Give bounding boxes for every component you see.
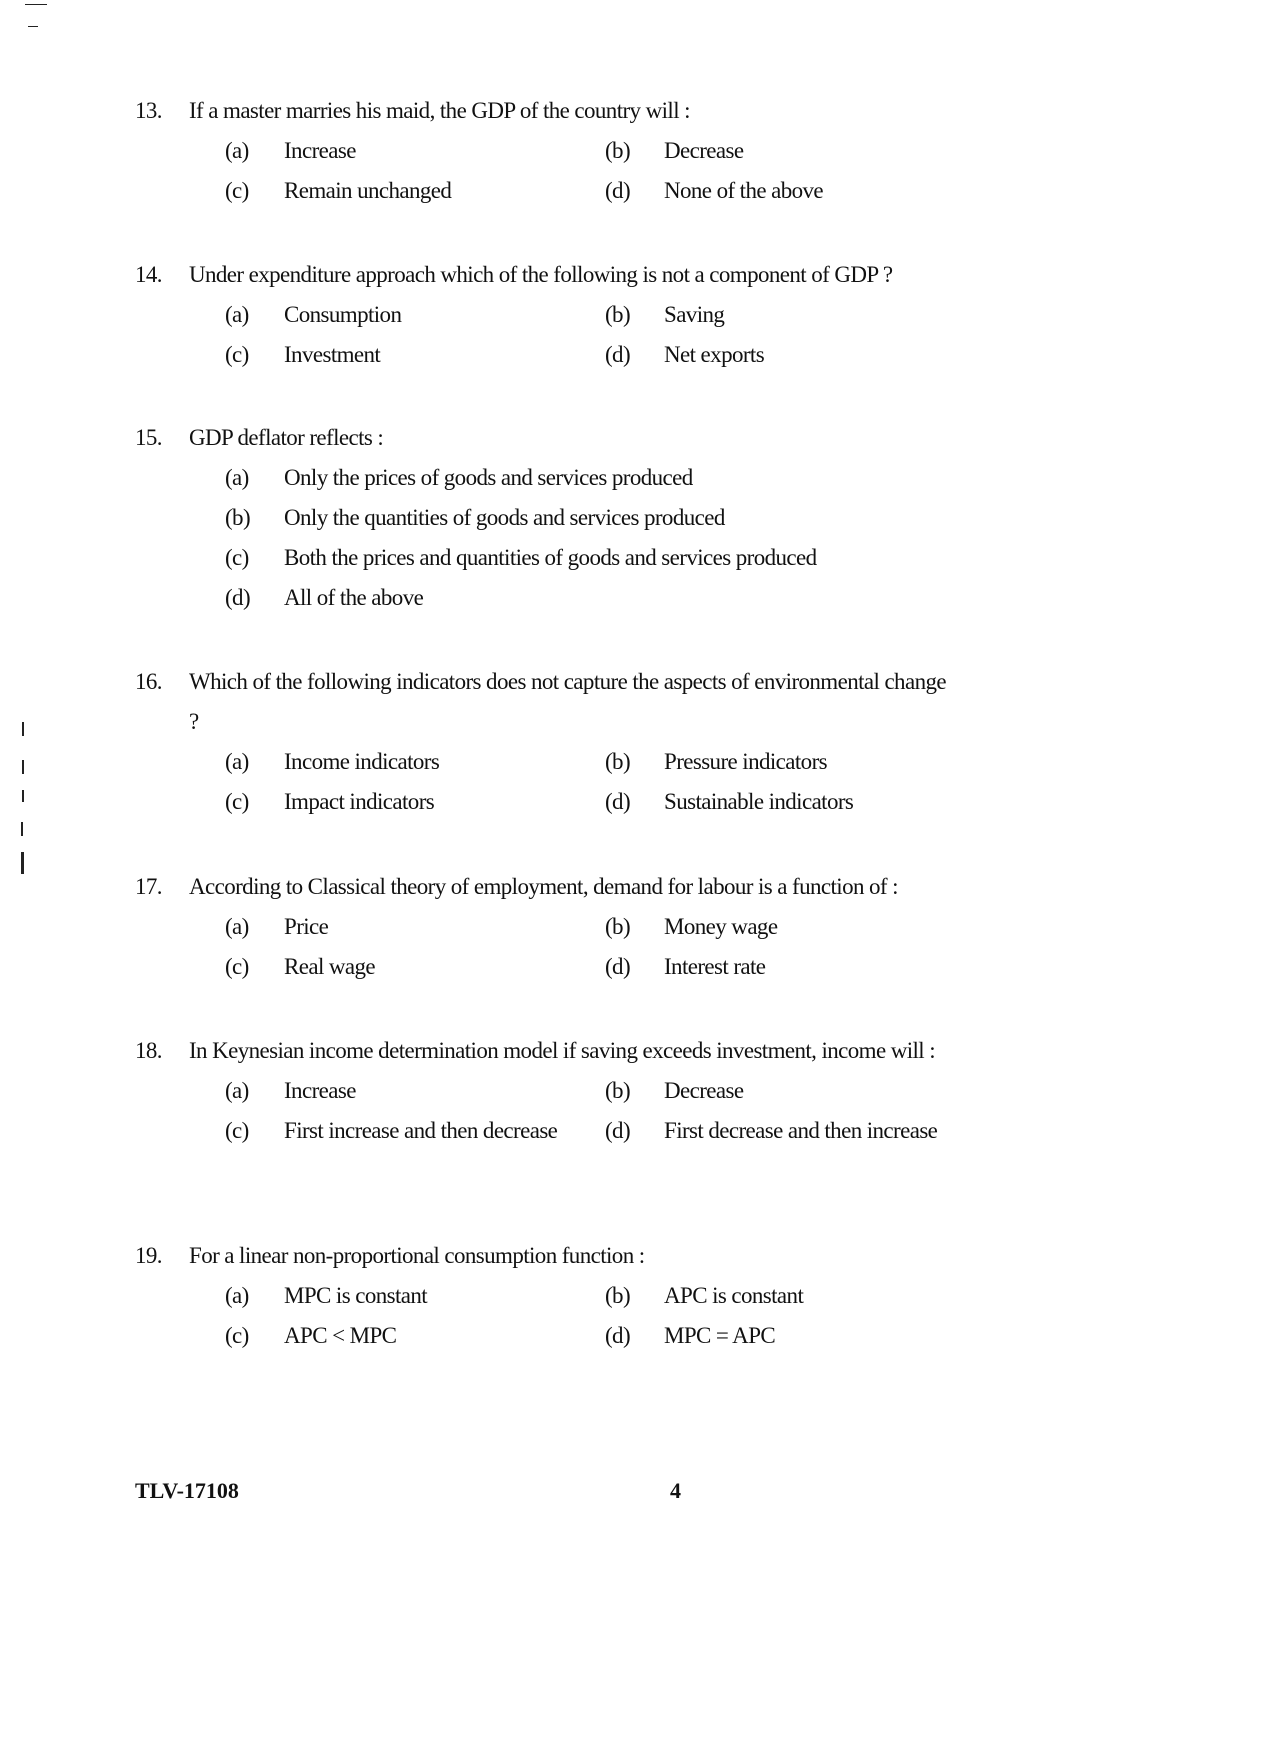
- question-text: Which of the following indicators does not capture the aspects of environmental change ?: [189, 669, 946, 734]
- option-text: Only the prices of goods and services produced: [284, 465, 693, 490]
- option-a: [225, 1071, 605, 1111]
- option-label: (a): [225, 302, 249, 327]
- question-17: [135, 867, 1015, 987]
- option-label: (b): [605, 302, 631, 327]
- scan-mark: [22, 790, 24, 802]
- page-number: 4: [670, 1478, 681, 1503]
- option-text: None of the above: [664, 178, 824, 203]
- option-c: [225, 947, 605, 987]
- option-a: [225, 1276, 605, 1316]
- option-label: (c): [225, 342, 249, 367]
- option-b: [605, 1276, 985, 1316]
- option-label: (a): [225, 1283, 249, 1308]
- option-b: [605, 742, 985, 782]
- option-label: (d): [225, 585, 251, 610]
- question-text: For a linear non-proportional consumption function :: [189, 1243, 645, 1268]
- option-label: (d): [605, 178, 631, 203]
- option-label: (d): [605, 1323, 631, 1348]
- option-c: [225, 171, 605, 211]
- option-text: Impact indicators: [284, 789, 435, 814]
- option-label: (b): [605, 138, 631, 163]
- option-label: (a): [225, 749, 249, 774]
- question-number: 18.: [135, 1038, 162, 1063]
- option-a: [225, 907, 605, 947]
- option-c: [225, 538, 985, 578]
- question-number: 16.: [135, 669, 162, 694]
- question-number: 15.: [135, 425, 162, 450]
- option-label: (b): [605, 1283, 631, 1308]
- option-text: First increase and then decrease: [284, 1118, 558, 1143]
- option-text: APC is constant: [664, 1283, 804, 1308]
- option-b: [605, 907, 985, 947]
- scan-mark: [25, 4, 47, 5]
- option-text: MPC = APC: [664, 1323, 776, 1348]
- option-text: Income indicators: [284, 749, 440, 774]
- question-15: [135, 418, 1015, 618]
- scan-mark: [28, 26, 38, 27]
- option-text: Decrease: [664, 138, 744, 163]
- option-label: (c): [225, 1118, 249, 1143]
- option-d: [605, 947, 985, 987]
- option-text: Increase: [284, 1078, 356, 1103]
- question-19: [135, 1236, 1015, 1356]
- option-label: (c): [225, 789, 249, 814]
- option-b: [605, 131, 985, 171]
- option-c: [225, 1316, 605, 1356]
- option-text: Investment: [284, 342, 381, 367]
- option-label: (b): [605, 1078, 631, 1103]
- option-d: [605, 782, 985, 822]
- option-text: Money wage: [664, 914, 778, 939]
- option-c: [225, 782, 605, 822]
- option-a: [225, 131, 605, 171]
- option-text: Interest rate: [664, 954, 766, 979]
- option-a: [225, 742, 605, 782]
- option-label: (c): [225, 1323, 249, 1348]
- option-label: (a): [225, 465, 249, 490]
- option-text: Only the quantities of goods and services produced: [284, 505, 725, 530]
- option-d: [605, 335, 985, 375]
- option-label: (c): [225, 954, 249, 979]
- option-text: Remain unchanged: [284, 178, 452, 203]
- option-label: (c): [225, 545, 249, 570]
- option-text: APC < MPC: [284, 1323, 397, 1348]
- question-text: According to Classical theory of employment, demand for labour is a function of :: [189, 874, 898, 899]
- option-d: [605, 171, 985, 211]
- option-a: [225, 458, 985, 498]
- question-number: 19.: [135, 1243, 162, 1268]
- option-label: (d): [605, 342, 631, 367]
- option-text: MPC is constant: [284, 1283, 428, 1308]
- option-text: Consumption: [284, 302, 402, 327]
- option-label: (b): [605, 749, 631, 774]
- option-d: [605, 1111, 985, 1151]
- option-label: (b): [605, 914, 631, 939]
- paper-code: TLV-17108: [135, 1478, 239, 1503]
- question-14: [135, 255, 1015, 375]
- option-label: (b): [225, 505, 251, 530]
- option-text: Both the prices and quantities of goods and services produced: [284, 545, 817, 570]
- option-b: [225, 498, 985, 538]
- option-label: (d): [605, 1118, 631, 1143]
- option-b: [605, 295, 985, 335]
- option-b: [605, 1071, 985, 1111]
- question-number: 13.: [135, 98, 162, 123]
- scan-mark: [21, 822, 23, 836]
- option-label: (a): [225, 138, 249, 163]
- option-label: (d): [605, 954, 631, 979]
- option-label: (d): [605, 789, 631, 814]
- option-text: Increase: [284, 138, 356, 163]
- option-text: First decrease and then increase: [664, 1118, 938, 1143]
- option-c: [225, 335, 605, 375]
- scan-mark: [22, 722, 24, 736]
- option-text: Decrease: [664, 1078, 744, 1103]
- option-label: (a): [225, 1078, 249, 1103]
- question-text: In Keynesian income determination model if saving exceeds investment, income will :: [189, 1038, 936, 1063]
- option-text: Pressure indicators: [664, 749, 827, 774]
- option-text: Real wage: [284, 954, 376, 979]
- question-number: 14.: [135, 262, 162, 287]
- option-text: Saving: [664, 302, 725, 327]
- question-16: [135, 662, 1015, 822]
- option-d: [605, 1316, 985, 1356]
- question-number: 17.: [135, 874, 162, 899]
- question-text: GDP deflator reflects :: [189, 425, 384, 450]
- question-18: [135, 1031, 1015, 1151]
- question-text: Under expenditure approach which of the following is not a component of GDP ?: [189, 262, 893, 287]
- question-text: If a master marries his maid, the GDP of the country will :: [189, 98, 690, 123]
- option-text: Price: [284, 914, 329, 939]
- option-d: [225, 578, 985, 618]
- option-a: [225, 295, 605, 335]
- option-c: [225, 1111, 605, 1151]
- scan-mark: [22, 760, 24, 774]
- option-text: Net exports: [664, 342, 765, 367]
- option-text: All of the above: [284, 585, 424, 610]
- option-text: Sustainable indicators: [664, 789, 854, 814]
- scan-mark: [21, 852, 24, 874]
- option-label: (c): [225, 178, 249, 203]
- option-label: (a): [225, 914, 249, 939]
- question-13: [135, 91, 1015, 211]
